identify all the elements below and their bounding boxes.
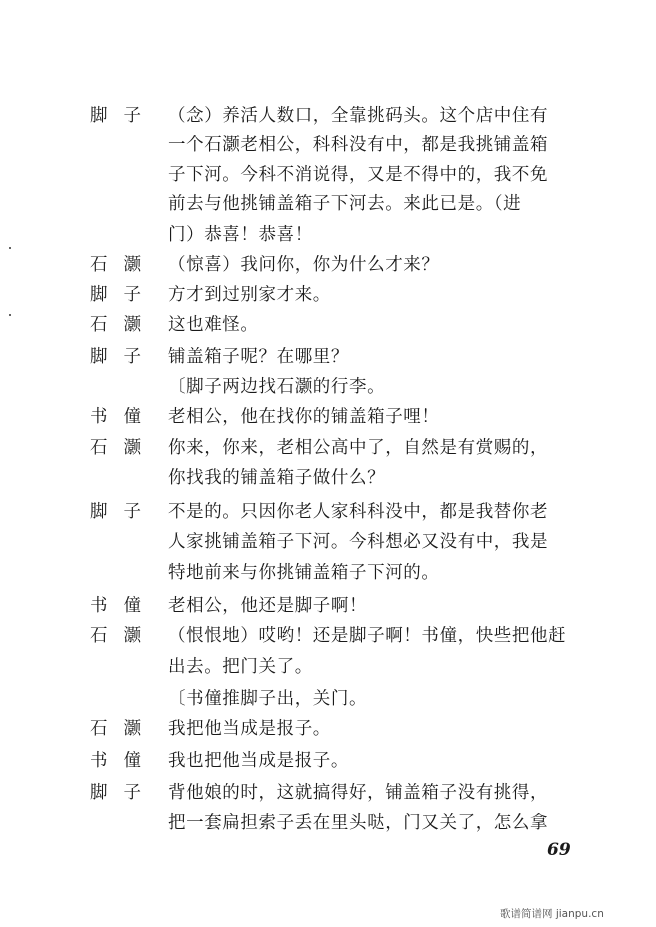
- dialogue-line: [0, 746, 656, 776]
- dialogue-line: [0, 101, 656, 131]
- dialogue-line: [0, 250, 656, 280]
- speaker-name: 脚子: [90, 106, 157, 126]
- scan-speck: [9, 247, 11, 249]
- page-number: 69: [547, 840, 571, 860]
- speaker-name: 石灏: [90, 626, 157, 646]
- dialogue-text: 门）恭喜！恭喜！: [168, 225, 313, 245]
- dialogue-text: 出去。把门关了。: [168, 657, 313, 677]
- dialogue-line: [0, 463, 656, 493]
- dialogue-line: [0, 684, 656, 714]
- dialogue-text: 子下河。今科不消说得，又是不得中的，我不免: [168, 165, 549, 185]
- dialogue-text: 这也难怪。: [168, 315, 259, 335]
- dialogue-text: （惊喜）我问你，你为什么才来？: [168, 255, 440, 275]
- dialogue-text: 老相公，他在找你的铺盖箱子哩！: [168, 407, 440, 427]
- dialogue-text: 一个石灏老相公，科科没有中，都是我挑铺盖箱: [168, 135, 549, 155]
- speaker-name: 书僮: [90, 596, 157, 616]
- dialogue-text: （念）养活人数口，全靠挑码头。这个店中住有: [168, 106, 549, 126]
- dialogue-line: [0, 527, 656, 557]
- dialogue-text: 铺盖箱子呢？在哪里？: [168, 347, 349, 367]
- dialogue-text: 把一套扁担索子丢在里头哒，门又关了，怎么拿: [168, 813, 549, 833]
- speaker-name: 脚子: [90, 502, 157, 522]
- scan-speck: [9, 314, 11, 316]
- speaker-name: 石灏: [90, 315, 157, 335]
- dialogue-line: [0, 558, 656, 588]
- speaker-name: 石灏: [90, 719, 157, 739]
- dialogue-text: 〔脚子两边找石灏的行李。: [168, 377, 386, 397]
- speaker-name: 石灏: [90, 255, 157, 275]
- dialogue-text: 〔书僮推脚子出，关门。: [168, 689, 368, 709]
- dialogue-text: （恨恨地）哎哟！还是脚子啊！书僮，快些把他赶: [168, 626, 567, 646]
- dialogue-text: 前去与他挑铺盖箱子下河去。来此已是。（进: [168, 194, 522, 214]
- dialogue-text: 特地前来与你挑铺盖箱子下河的。: [168, 563, 440, 583]
- dialogue-line: [0, 591, 656, 621]
- dialogue-line: [0, 497, 656, 527]
- speaker-name: 书僮: [90, 407, 157, 427]
- watermark: 歌谱简谱网 jianpu.cn: [500, 908, 604, 920]
- dialogue-text: 我把他当成是报子。: [168, 719, 331, 739]
- dialogue-line: [0, 621, 656, 651]
- dialogue-line: [0, 220, 656, 250]
- dialogue-line: [0, 160, 656, 190]
- dialogue-line: [0, 342, 656, 372]
- speaker-name: 石灏: [90, 438, 157, 458]
- speaker-name: 书僮: [90, 751, 157, 771]
- dialogue-text: 老相公，他还是脚子啊！: [168, 596, 368, 616]
- dialogue-line: [0, 652, 656, 682]
- dialogue-text: 不是的。只因你老人家科科没中，都是我替你老: [168, 502, 549, 522]
- speaker-name: 脚子: [90, 285, 157, 305]
- dialogue-text: 你找我的铺盖箱子做什么？: [168, 468, 386, 488]
- speaker-name: 脚子: [90, 783, 157, 803]
- dialogue-line: [0, 402, 656, 432]
- dialogue-text: 人家挑铺盖箱子下河。今科想必又没有中，我是: [168, 532, 549, 552]
- dialogue-text: 方才到过别家才来。: [168, 285, 331, 305]
- dialogue-line: [0, 280, 656, 310]
- dialogue-line: [0, 372, 656, 402]
- dialogue-text: 我也把他当成是报子。: [168, 751, 349, 771]
- dialogue-line: [0, 714, 656, 744]
- dialogue-line: [0, 189, 656, 219]
- dialogue-text: 你来，你来，老相公高中了，自然是有赏赐的，: [168, 438, 549, 458]
- dialogue-text: 背他娘的时，这就搞得好，铺盖箱子没有挑得，: [168, 783, 549, 803]
- dialogue-line: [0, 130, 656, 160]
- speaker-name: 脚子: [90, 347, 157, 367]
- dialogue-line: [0, 778, 656, 808]
- dialogue-line: [0, 808, 656, 838]
- dialogue-line: [0, 310, 656, 340]
- dialogue-line: [0, 433, 656, 463]
